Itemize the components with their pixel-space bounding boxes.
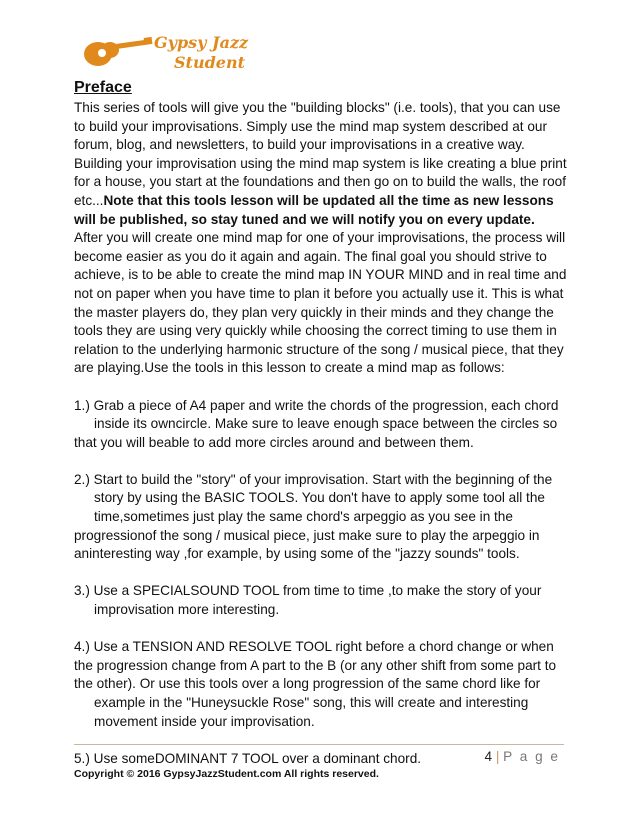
list-item-rest: progressionof the song / musical piece, just make sure to play the arpeggio in aninteresting way ,for example, by using some of the "jazzy sounds" tools. [74,527,540,562]
intro-paragraph-2: After you will create one mind map for one of your improvisations, the process will become easier as you do it again and again. The final goal you should strive to achieve, is to be able to create the mind map IN YOUR MIND and in real time and not on paper when you have time to plan it before you actually use it. This is what the master players do, they plan very quickly in their minds and they change the tools they are using very quickly while choosing the correct timing to use them in relation to the underlying harmonic structure of the song / musical piece, that they are playing.Use the tools in this lesson to create a mind map as follows: [74,230,567,376]
guitar-logo-icon [76,24,249,80]
page-number-value: 4 [484,749,493,764]
list-item-line: 1.) Grab a piece of A4 paper and write the chords of the progression, each chord [74,397,559,413]
svg-text:Student: Student [174,53,245,72]
intro-paragraph [74,99,574,229]
list-item [74,471,574,564]
list-item-line: 3.) Use a SPECIALSOUND TOOL from time to time ,to make the story of your [74,583,542,599]
page-separator: | [495,749,500,764]
section-heading: Preface [74,79,132,96]
list-item-rest: that you will beable to add more circles around and between them. [74,434,474,450]
list-item-indent: inside its owncircle. Make sure to leave enough space between the circles so [94,416,558,432]
list-item [74,397,574,453]
document-body [74,78,574,768]
svg-text:Gypsy Jazz: Gypsy Jazz [154,33,249,52]
list-item-indent: story by using the BASIC TOOLS. You don't have to apply some tool all the time,sometimes just play the same chord's arpeggio as you see in the [94,490,545,525]
page-number [485,749,561,764]
list-item [74,638,574,731]
copyright-footer: Copyright © 2016 GypsyJazzStudent.com All rights reserved. [74,768,379,780]
logo [76,24,249,80]
intro-text: This series of tools will give you the "building blocks" (i.e. tools), that you can use to build your improvisations. Simply use the mind map system described at our forum, blog, and newsletters, to build your improvisations in a creative way. Building your improvisation using the mind map system is like creating a blue print for a house, you start at the foundations and then go on to build the walls, the roof etc... [74,100,567,208]
list-item-indent: improvisation more interesting. [94,602,280,618]
update-notice: Note that this tools lesson will be updated all the time as new lessons will be published, so stay tuned and we will notify you on every update. [74,192,554,227]
list-item-line: 5.) Use someDOMINANT 7 TOOL over a dominant chord. [74,750,422,766]
list-item-line: 2.) Start to build the "story" of your improvisation. Start with the beginning of the [74,471,553,487]
page-label: P a g e [503,749,560,764]
list-item-line: 4.) Use a TENSION AND RESOLVE TOOL right before a chord change or when the progression change from A part to the B (or any other shift from some part to the other). Or use this tools over a long progression of the same chord like for [74,639,557,692]
list-item [74,582,574,619]
list-item-indent: example in the "Huneysuckle Rose" song, this will create and interesting movement inside your improvisation. [94,695,529,729]
footer-divider [74,744,564,745]
